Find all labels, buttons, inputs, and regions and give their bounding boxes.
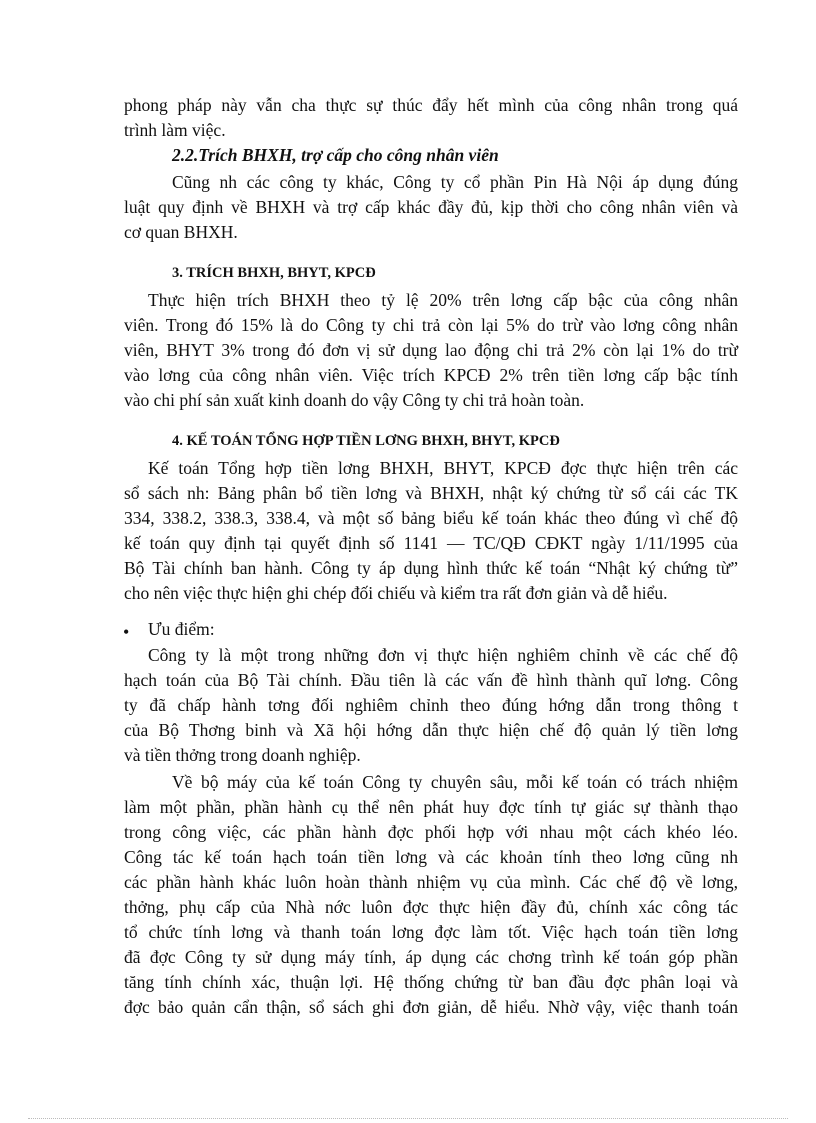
section-3-line-4: vào lơng của công nhân viên. Việc trích KPCĐ 2% trên tiền lơng cấp bậc tính	[124, 365, 738, 385]
section-2-2-line-3: cơ quan BHXH.	[124, 222, 238, 242]
section-3-line-2: viên. Trong đó 15% là do Công ty chi trả còn lại 5% do trừ vào lơng công nhân	[124, 315, 738, 335]
advantages-p2-line-1: Về bộ máy của kế toán Công ty chuyên sâu, mỗi kế toán có trách nhiệm	[172, 772, 738, 792]
advantages-p2-line-8: đã đợc Công ty sử dụng máy tính, áp dụng các chơng trình kế toán góp phần	[124, 947, 738, 967]
section-4-line-3: 334, 338.2, 338.3, 338.4, và một số bảng biểu kế toán khác theo đúng vì chế độ	[124, 508, 738, 528]
advantages-p2-line-6: thởng, phụ cấp của Nhà nớc luôn đợc thực hiện đầy đủ, chính xác công tác	[124, 897, 738, 917]
section-3-line-3: viên, BHYT 3% trong đó đơn vị sử dụng lao động chi trả 2% còn lại 1% do trừ	[124, 340, 738, 360]
bullet-icon: •	[123, 622, 130, 642]
advantages-p1-line-4: của Bộ Thơng binh và Xã hội hớng dẫn thực hiện chế độ quản lý tiền lơng	[124, 720, 738, 740]
section-4-line-1: Kế toán Tổng hợp tiền lơng BHXH, BHYT, KPCĐ đợc thực hiện trên các	[148, 458, 738, 478]
advantages-p2-line-4: Công tác kế toán hạch toán tiền lơng và các khoản tính theo lơng cũng nh	[124, 847, 738, 867]
advantages-p2-line-5: các phần hành khác luôn hoàn thành nhiệm vụ của mình. Các chế độ về lơng,	[124, 872, 738, 892]
advantages-p2-line-10: đợc bảo quản cẩn thận, sổ sách ghi đơn giản, dễ hiểu. Nhờ vậy, việc thanh toán	[124, 997, 738, 1017]
page-bottom-divider	[28, 1118, 788, 1119]
advantages-p1-line-5: và tiền thởng trong doanh nghiệp.	[124, 745, 361, 765]
section-3-heading: 3. TRÍCH BHXH, BHYT, KPCĐ	[172, 265, 376, 281]
section-2-2-heading: 2.2.Trích BHXH, trợ cấp cho công nhân viên	[172, 145, 499, 165]
section-2-2-line-1: Cũng nh các công ty khác, Công ty cổ phần Pin Hà Nội áp dụng đúng	[172, 172, 738, 192]
advantages-p2-line-3: trong công việc, các phần hành đợc phối hợp với nhau một cách khéo léo.	[124, 822, 738, 842]
advantages-p2-line-2: làm một phần, phần hành cụ thể nên phát huy đợc tính tự giác sự thành thạo	[124, 797, 738, 817]
intro-line-1: phong pháp này vẫn cha thực sự thúc đẩy hết mình của công nhân trong quá	[124, 95, 738, 115]
advantages-p1-line-1: Công ty là một trong những đơn vị thực hiện nghiêm chỉnh về các chế độ	[148, 645, 738, 665]
section-4-heading: 4. KẾ TOÁN TỔNG HỢP TIỀN LƠNG BHXH, BHYT, KPCĐ	[172, 433, 560, 449]
intro-line-2: trình làm việc.	[124, 120, 226, 140]
advantages-label: Ưu điểm:	[148, 619, 215, 639]
section-3-line-5: vào chi phí sản xuất kinh doanh do vậy Công ty chi trả hoàn toàn.	[124, 390, 585, 410]
section-4-line-2: sổ sách nh: Bảng phân bổ tiền lơng và BHXH, nhật ký chứng từ sổ cái các TK	[124, 483, 738, 503]
advantages-p1-line-2: hạch toán của Bộ Tài chính. Đầu tiên là các vấn đề hình thành quĩ lơng. Công	[124, 670, 738, 690]
advantages-p2-line-7: tổ chức tính lơng và thanh toán lơng đợc làm tốt. Việc hạch toán tiền lơng	[124, 922, 738, 942]
section-4-line-4: kế toán quy định tại quyết định số 1141 — TC/QĐ CĐKT ngày 1/11/1995 của	[124, 533, 738, 553]
section-4-line-5: Bộ Tài chính ban hành. Công ty áp dụng hình thức kế toán “Nhật ký chứng từ”	[124, 558, 738, 578]
section-4-line-6: cho nên việc thực hiện ghi chép đối chiếu và kiểm tra rất đơn giản và dễ hiểu.	[124, 583, 668, 603]
advantages-p2-line-9: tăng tính chính xác, thuận lợi. Hệ thống chứng từ ban đầu đợc phân loại và	[124, 972, 738, 992]
advantages-p1-line-3: ty đã chấp hành tơng đối nghiêm chỉnh theo đúng hớng dẫn trong thông t	[124, 695, 738, 715]
section-2-2-line-2: luật quy định về BHXH và trợ cấp khác đầy đủ, kịp thời cho công nhân viên và	[124, 197, 738, 217]
section-3-line-1: Thực hiện trích BHXH theo tỷ lệ 20% trên lơng cấp bậc của công nhân	[148, 290, 738, 310]
